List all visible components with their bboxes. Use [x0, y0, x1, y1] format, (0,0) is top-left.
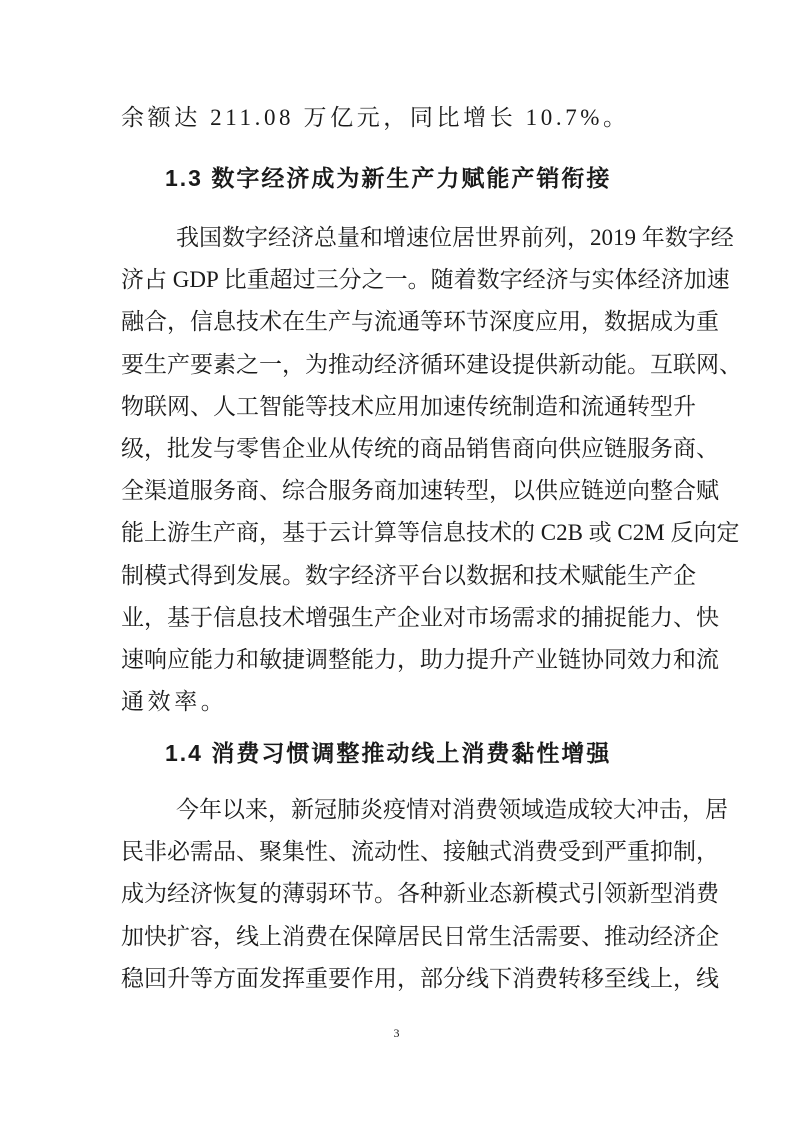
paragraph-line: 业，基于信息技术增强生产企业对市场需求的捕捉能力、快 — [121, 604, 719, 630]
paragraph-line: 余额达 211.08 万亿元，同比增长 10.7%。 — [121, 105, 630, 130]
paragraph-line: 制模式得到发展。数字经济平台以数据和技术赋能生产企 — [121, 562, 696, 588]
paragraph-line: 稳回升等方面发挥重要作用，部分线下消费转移至线上，线 — [121, 965, 719, 991]
paragraph-line: 全渠道服务商、综合服务商加速转型，以供应链逆向整合赋 — [121, 478, 719, 504]
page-number: 3 — [393, 1026, 400, 1040]
paragraph-line: 速响应能力和敏捷调整能力，助力提升产业链协同效力和流 — [121, 647, 719, 672]
paragraph-line: 成为经济恢复的薄弱环节。各种新业态新模式引领新型消费 — [121, 881, 719, 907]
paragraph-line: 今年以来，新冠肺炎疫情对消费领域造成较大冲击，居 — [176, 797, 728, 822]
paragraph-line: 民非必需品、聚集性、流动性、接触式消费受到严重抑制， — [121, 839, 719, 865]
paragraph-line: 物联网、人工智能等技术应用加速传统制造和流通转型升 — [121, 393, 696, 419]
paragraph-line: 级，批发与零售企业从传统的商品销售商向供应链服务商、 — [121, 436, 719, 461]
paragraph-line: 通效率。 — [121, 689, 228, 715]
section-heading: 1.3 数字经济成为新生产力赋能产销衔接 — [165, 165, 612, 191]
paragraph-line: 融合，信息技术在生产与流通等环节深度应用，数据成为重 — [121, 309, 719, 335]
section-heading: 1.4 消费习惯调整推动线上消费黏性增强 — [165, 740, 612, 766]
paragraph-line: 能上游生产商，基于云计算等信息技术的 C2B 或 C2M 反向定 — [121, 520, 740, 546]
paragraph-line: 我国数字经济总量和增速位居世界前列，2019 年数字经 — [176, 225, 734, 250]
paragraph-line: 加快扩容，线上消费在保障居民日常生活需要、推动经济企 — [121, 923, 719, 949]
paragraph-line: 要生产要素之一，为推动经济循环建设提供新动能。互联网、 — [121, 351, 742, 377]
paragraph-line: 济占 GDP 比重超过三分之一。随着数字经济与实体经济加速 — [121, 267, 730, 293]
